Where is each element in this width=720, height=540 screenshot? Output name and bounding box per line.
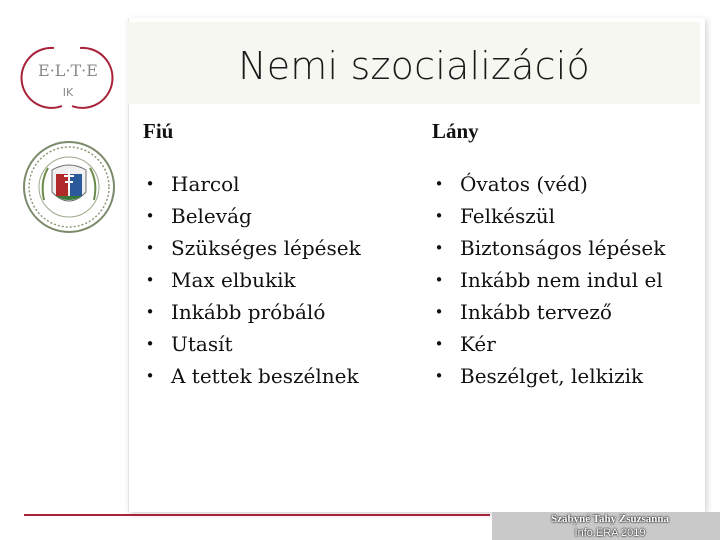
bullet-icon: • [434, 335, 444, 353]
elte-logo-icon [14, 40, 122, 112]
list-item: • Inkább próbáló [143, 296, 361, 328]
list-item: • Inkább tervező [432, 296, 665, 328]
bullet-icon: • [145, 335, 155, 353]
bullet-list [143, 168, 361, 392]
list-item: • Felkészül [432, 200, 665, 232]
sidebar [0, 0, 128, 540]
svg-text:IK: IK [62, 86, 74, 99]
list-item: • Beszélget, lelkizik [432, 360, 665, 392]
bullet-icon: • [434, 271, 444, 289]
bullet-icon: • [434, 367, 444, 385]
column-fiu [143, 120, 361, 392]
list-item: • Biztonságos lépések [432, 232, 665, 264]
bullet-list [432, 168, 665, 392]
list-item: • Kér [432, 328, 665, 360]
list-item: • Utasít [143, 328, 361, 360]
column-lany [432, 120, 665, 392]
list-item: • Óvatos (véd) [432, 168, 665, 200]
list-item: • Inkább nem indul el [432, 264, 665, 296]
list-item: • Harcol [143, 168, 361, 200]
university-seal-icon [22, 140, 116, 234]
bullet-icon: • [145, 367, 155, 385]
list-item: • Szükséges lépések [143, 232, 361, 264]
list-item: • Belevág [143, 200, 361, 232]
bullet-icon: • [145, 207, 155, 225]
footer-event: Info.ERA 2019 [574, 527, 646, 539]
footer-divider [24, 514, 490, 516]
bullet-icon: • [434, 207, 444, 225]
bullet-icon: • [145, 303, 155, 321]
svg-text:E·L·T·E: E·L·T·E [38, 61, 98, 80]
bullet-icon: • [434, 303, 444, 321]
bullet-icon: • [434, 175, 444, 193]
bullet-icon: • [145, 239, 155, 257]
column-heading: Fiú [143, 119, 174, 143]
column-heading: Lány [432, 119, 479, 143]
footer-author: Szabyné Tahy Zsuzsanna [551, 513, 669, 525]
slide-title: Nemi szocializáció [238, 44, 590, 88]
bullet-icon: • [434, 239, 444, 257]
bullet-icon: • [145, 175, 155, 193]
list-item: • A tettek beszélnek [143, 360, 361, 392]
bullet-icon: • [145, 271, 155, 289]
list-item: • Max elbukik [143, 264, 361, 296]
